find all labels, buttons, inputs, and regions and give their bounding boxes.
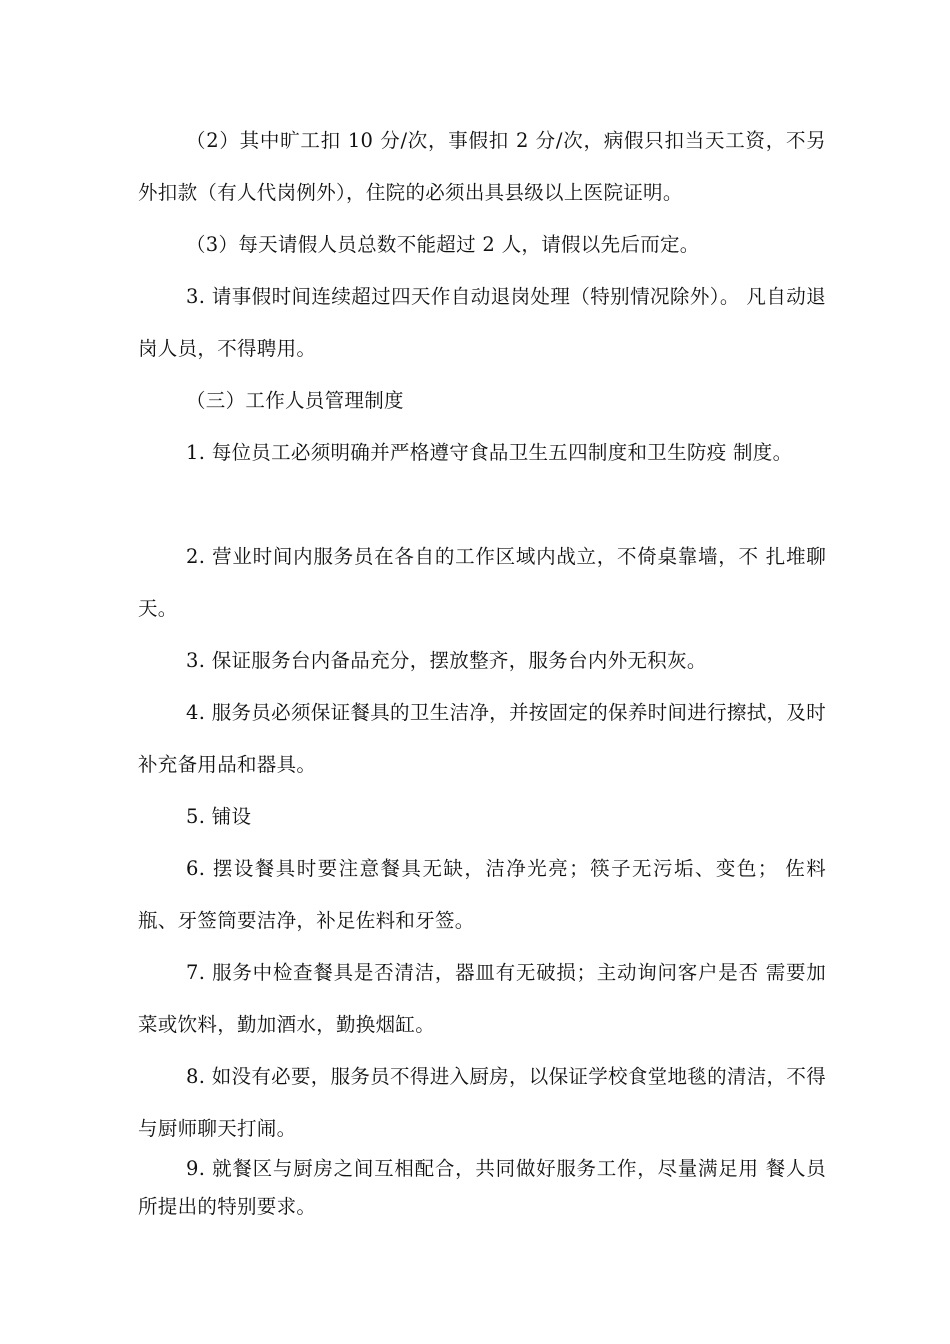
paragraph-item-3: 3. 保证服务台内备品充分，摆放整齐，服务台内外无积灰。 — [186, 649, 707, 672]
paragraph-item-4: 4. 服务员必须保证餐具的卫生洁净，并按固定的保养时间进行擦拭，及时补充备用品和器具。 — [138, 701, 826, 776]
paragraph-item-5: 5. 铺设 — [186, 805, 252, 828]
paragraph-item-3-auto-dismissal: 3. 请事假时间连续超过四天作自动退岗处理（特别情况除外）。 凡自动退岗人员，不得聘用。 — [138, 285, 826, 360]
paragraph-item-6: 6. 摆设餐具时要注意餐具无缺，洁净光亮；筷子无污垢、变色； 佐料瓶、牙签筒要洁净，补足佐料和牙签。 — [138, 857, 826, 932]
paragraph-daily-leave-limit: （3）每天请假人员总数不能超过 2 人，请假以先后而定。 — [186, 233, 700, 256]
paragraph-item-1: 1. 每位员工必须明确并严格遵守食品卫生五四制度和卫生防疫 制度。 — [186, 441, 793, 464]
paragraph-item-9: 9. 就餐区与厨房之间互相配合，共同做好服务工作，尽量满足用 餐人员所提出的特别要求。 — [138, 1157, 826, 1218]
paragraph-item-7: 7. 服务中检查餐具是否清洁，器皿有无破损；主动询问客户是否 需要加菜或饮料，勤加酒水，勤换烟缸。 — [138, 961, 826, 1036]
paragraph-item-8: 8. 如没有必要，服务员不得进入厨房，以保证学校食堂地毯的清洁，不得与厨师聊天打闹。 — [138, 1065, 826, 1140]
paragraph-sick-leave-deduction: （2）其中旷工扣 10 分/次，事假扣 2 分/次，病假只扣当天工资，不另外扣款（有人代岗例外），住院的必须出具县级以上医院证明。 — [138, 129, 826, 204]
paragraph-item-2: 2. 营业时间内服务员在各自的工作区域内战立，不倚桌靠墙，不 扎堆聊天。 — [138, 545, 826, 620]
section-heading-staff-management: （三）工作人员管理制度 — [186, 389, 404, 412]
